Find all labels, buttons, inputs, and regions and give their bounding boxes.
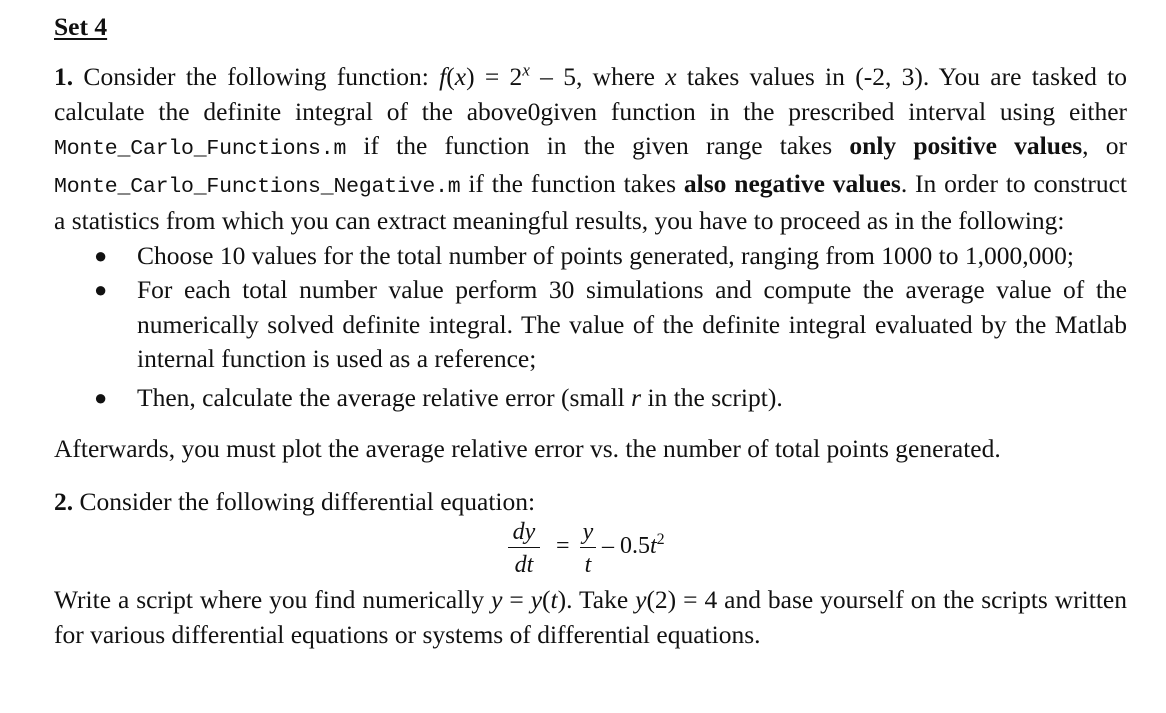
exponent-x: x: [522, 60, 530, 80]
equation-rest: – $0.5t^2$: [602, 531, 665, 559]
document-page: [54, 10, 1127, 652]
question-2-task: Write a script where you find numerically y = y(t). Take y(2) = 4 and base yourself on the scripts written for various differential equations or systems of differential equations.: [54, 585, 1128, 649]
list-item: ● For each total number value perform 30 simulations and compute the average value of the numerically solved definite integral. The value of the definite integral evaluated by the Matlab internal function is used as a reference;: [94, 275, 1127, 373]
lhs-fraction: dy dt: [508, 519, 540, 578]
fraction-bar: [508, 547, 540, 548]
differential-equation: [54, 519, 1127, 583]
question-2-number: 2.: [54, 486, 74, 516]
instruction-list: [54, 239, 1127, 416]
question-1-text: 1. Consider the following function: $f(x) = 2^x - 5$, where x takes values in (-2, 3). You are tasked to calculate the definite integral of the above0given function in the prescribed interval using either Monte_Carlo_Functions.m if the function in the given range takes only positive values, or Monte_Carlo_Functions_Negative.m if the function takes also negative values. In order to construct a statistics from which you can extract meaningful results, you have to proceed as in the following:: [54, 60, 1128, 235]
afterwards-paragraph: Afterwards, you must plot the average relative error vs. the number of total points generated.: [54, 434, 1001, 463]
set-title: Set 4: [54, 12, 108, 41]
question-1-number: 1.: [54, 62, 74, 91]
question-2-intro: 2. Consider the following differential equation:: [54, 486, 536, 516]
rhs-fraction: y t: [580, 519, 596, 578]
bullet-icon: ●: [94, 384, 108, 410]
bullet-icon: ●: [94, 242, 108, 268]
script-name-negative: Monte_Carlo_Functions_Negative.m: [54, 174, 461, 199]
equals-sign: =: [556, 533, 570, 559]
emphasis-also-negative: also negative values: [683, 168, 901, 198]
list-item: ● Then, calculate the average relative error (small r in the script).: [54, 381, 1127, 416]
emphasis-only-positive: only positive values: [849, 131, 1083, 160]
list-item: ● Choose 10 values for the total number of points generated, ranging from 1000 to 1,000,000;: [54, 239, 1127, 274]
bullet-icon: ●: [94, 277, 108, 302]
script-name-positive: Monte_Carlo_Functions.m: [54, 137, 347, 161]
fraction-bar: [580, 547, 596, 548]
